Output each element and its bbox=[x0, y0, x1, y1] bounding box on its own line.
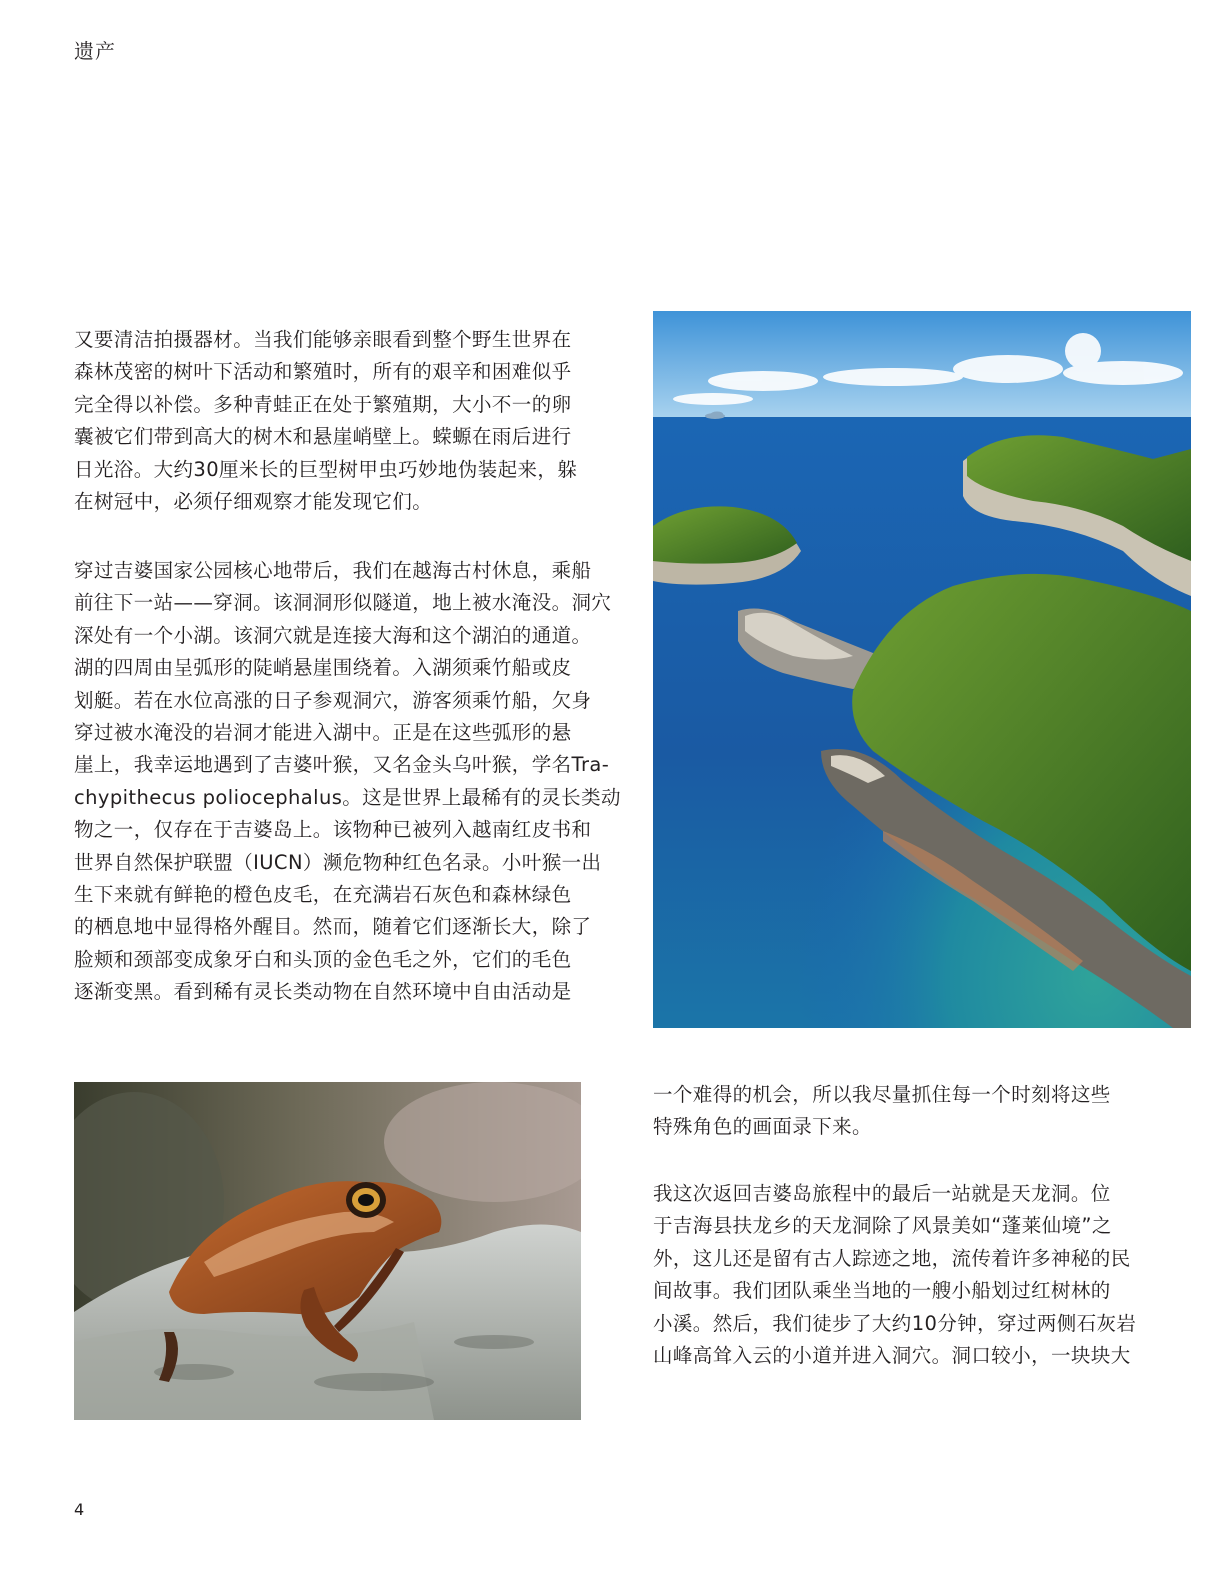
island-seascape-photo bbox=[653, 311, 1191, 1028]
paragraph-langur bbox=[74, 555, 621, 1009]
frog-photo bbox=[74, 1082, 581, 1420]
paragraph-thien-long-cave bbox=[653, 1178, 1137, 1372]
text-line: 世界自然保护联盟（IUCN）濒危物种红色名录。小叶猴一出 bbox=[74, 850, 602, 874]
text-line: 穿过吉婆国家公园核心地带后，我们在越海古村休息，乘船 bbox=[74, 559, 592, 582]
text-line: 湖的四周由呈弧形的陡峭悬崖围绕着。入湖须乘竹船或皮 bbox=[74, 656, 572, 680]
text-line: 外，这儿还是留有古人踪迹之地，流传着许多神秘的民 bbox=[653, 1246, 1131, 1270]
text-line: 囊被它们带到高大的树木和悬崖峭壁上。蝾螈在雨后进行 bbox=[74, 425, 572, 449]
text-line: 物之一，仅存在于吉婆岛上。该物种已被列入越南红皮书和 bbox=[74, 818, 592, 842]
seascape-illustration bbox=[653, 311, 1191, 1028]
text-line: 一个难得的机会，所以我尽量抓住每一个时刻将这些 bbox=[653, 1083, 1111, 1106]
text-line: 的栖息地中显得格外醒目。然而，随着它们逐渐长大，除了 bbox=[74, 915, 592, 939]
text-line: 于吉海县扶龙乡的天龙洞除了风景美如“蓬莱仙境”之 bbox=[653, 1214, 1112, 1238]
text-line: 山峰高耸入云的小道并进入洞穴。洞口较小，一块块大 bbox=[653, 1344, 1131, 1368]
paragraph-opportunity bbox=[653, 1079, 1128, 1144]
text-line: 我这次返回吉婆岛旅程中的最后一站就是天龙洞。位 bbox=[653, 1182, 1111, 1205]
text-line: 生下来就有鲜艳的橙色皮毛，在充满岩石灰色和森林绿色 bbox=[74, 883, 572, 907]
text-line: 脸颊和颈部变成象牙白和头顶的金色毛之外，它们的毛色 bbox=[74, 947, 572, 971]
text-line: 又要清洁拍摄器材。当我们能够亲眼看到整个野生世界在 bbox=[74, 328, 572, 351]
text-line: 前往下一站——穿洞。该洞洞形似隧道，地上被水淹没。洞穴 bbox=[74, 591, 612, 615]
frog-illustration bbox=[74, 1082, 581, 1420]
text-line: 完全得以补偿。多种青蛙正在处于繁殖期，大小不一的卵 bbox=[74, 392, 572, 416]
text-line: 日光浴。大约30厘米长的巨型树甲虫巧妙地伪装起来，躲 bbox=[74, 457, 578, 481]
text-line: 小溪。然后，我们徒步了大约10分钟，穿过两侧石灰岩 bbox=[653, 1311, 1137, 1335]
text-line: 崖上，我幸运地遇到了吉婆叶猴，又名金头乌叶猴，学名Tra- bbox=[74, 753, 610, 777]
paragraph-forest-wildlife bbox=[74, 324, 589, 518]
text-line: chypithecus poliocephalus。这是世界上最稀有的灵长类动 bbox=[74, 785, 621, 809]
text-line: 森林茂密的树叶下活动和繁殖时，所有的艰辛和困难似乎 bbox=[74, 360, 572, 384]
section-label: 遗产 bbox=[74, 39, 116, 63]
page-number: 4 bbox=[74, 1500, 85, 1519]
text-line: 划艇。若在水位高涨的日子参观洞穴，游客须乘竹船，欠身 bbox=[74, 688, 592, 712]
text-line: 穿过被水淹没的岩洞才能进入湖中。正是在这些弧形的悬 bbox=[74, 721, 572, 745]
text-line: 逐渐变黑。看到稀有灵长类动物在自然环境中自由活动是 bbox=[74, 980, 572, 1004]
text-line: 在树冠中，必须仔细观察才能发现它们。 bbox=[74, 490, 433, 514]
text-line: 间故事。我们团队乘坐当地的一艘小船划过红树林的 bbox=[653, 1279, 1111, 1303]
text-line: 深处有一个小湖。该洞穴就是连接大海和这个湖泊的通道。 bbox=[74, 623, 592, 647]
text-line: 特殊角色的画面录下来。 bbox=[653, 1115, 872, 1139]
